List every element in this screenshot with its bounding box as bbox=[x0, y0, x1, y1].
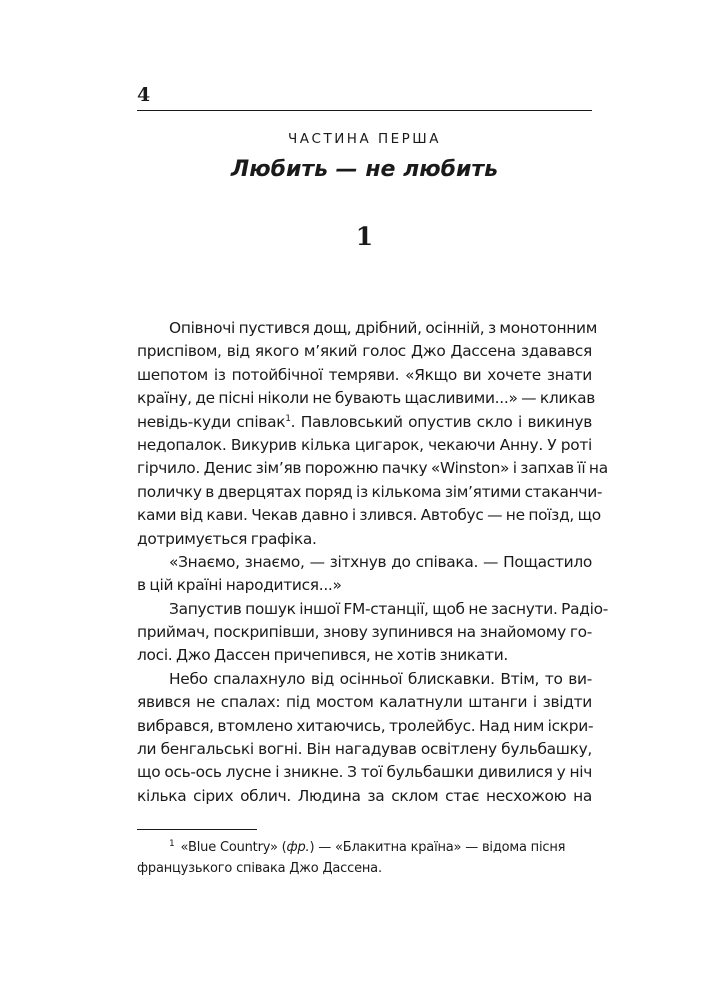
body-line: явився не спалах: під мостом калатнули штанги і звідти bbox=[137, 693, 592, 712]
footnote-line: французького співака Джо Дассена. bbox=[137, 861, 382, 876]
header-rule bbox=[137, 110, 592, 111]
body-line: в цій країні народитися...» bbox=[137, 576, 342, 595]
page-number: 4 bbox=[137, 84, 151, 106]
body-line: Запустив пошук іншої FM-станції, щоб не заснути. Радіо- bbox=[169, 599, 608, 618]
body-line-text: невідь-куди співак bbox=[137, 412, 286, 431]
body-text bbox=[137, 317, 608, 808]
body-line: лосі. Джо Дассен причепився, не хотів зникати. bbox=[137, 646, 509, 665]
body-line: приймач, поскрипівши, знову зупинився на знайомому го- bbox=[137, 623, 592, 642]
footnote-text: ) — «Блакитна країна» — відома пісня bbox=[309, 840, 566, 855]
body-line: «Знаємо, знаємо, — зітхнув до співака. — Пощастило bbox=[169, 552, 592, 571]
body-line-text: . Павловський опустив скло і викинув bbox=[290, 412, 592, 431]
body-line: що ось-ось лусне і зникне. З тої бульбашки дивилися у ніч bbox=[137, 763, 592, 782]
footnote bbox=[137, 837, 592, 879]
body-line: країну, де пісні ніколи не бувають щасливими...» — кликав bbox=[137, 389, 595, 408]
footnote-abbreviation: фр. bbox=[286, 840, 310, 855]
footnote-mark: 1 bbox=[169, 838, 175, 849]
body-line: поличку в дверцятах поряд із кількома зім’ятими стаканчи- bbox=[137, 482, 603, 501]
body-line: вибрався, втомлено хитаючись, тролейбус. Над ним іскри- bbox=[137, 716, 594, 735]
part-title: Любить — не любить bbox=[230, 157, 499, 182]
body-line: дотримується графіка. bbox=[137, 529, 317, 548]
body-line: недопалок. Викурив кілька цигарок, чекаючи Анну. У роті bbox=[137, 435, 592, 454]
body-line: ли бенгальські вогні. Він нагадував освітлену бульбашку, bbox=[137, 740, 592, 759]
body-line: ками від кави. Чекав давно і злився. Автобус — не поїзд, що bbox=[137, 506, 601, 525]
body-line: кілька сірих облич. Людина за склом стає несхожою на bbox=[137, 786, 592, 805]
part-label: ЧАСТИНА ПЕРША bbox=[288, 131, 441, 147]
footnote-rule bbox=[137, 829, 257, 830]
body-line: приспівом, від якого м’який голос Джо Дассена здавався bbox=[137, 342, 592, 361]
chapter-number: 1 bbox=[355, 222, 374, 251]
body-line: гірчило. Денис зім’яв порожню пачку «Winston» і запхав її на bbox=[137, 459, 608, 478]
body-line: Небо спалахнуло від осінньої блискавки. Втім, то ви- bbox=[169, 669, 592, 688]
footnote-reference: 1 bbox=[285, 413, 291, 424]
footnote-line bbox=[137, 837, 592, 858]
footnote-text: «Blue Country» ( bbox=[180, 840, 287, 855]
body-line: Опівночі пустився дощ, дрібний, осінній, з монотонним bbox=[169, 319, 598, 337]
body-line bbox=[137, 411, 592, 434]
body-line: шепотом із потойбічної темряви. «Якщо ви хочете знати bbox=[137, 365, 592, 384]
